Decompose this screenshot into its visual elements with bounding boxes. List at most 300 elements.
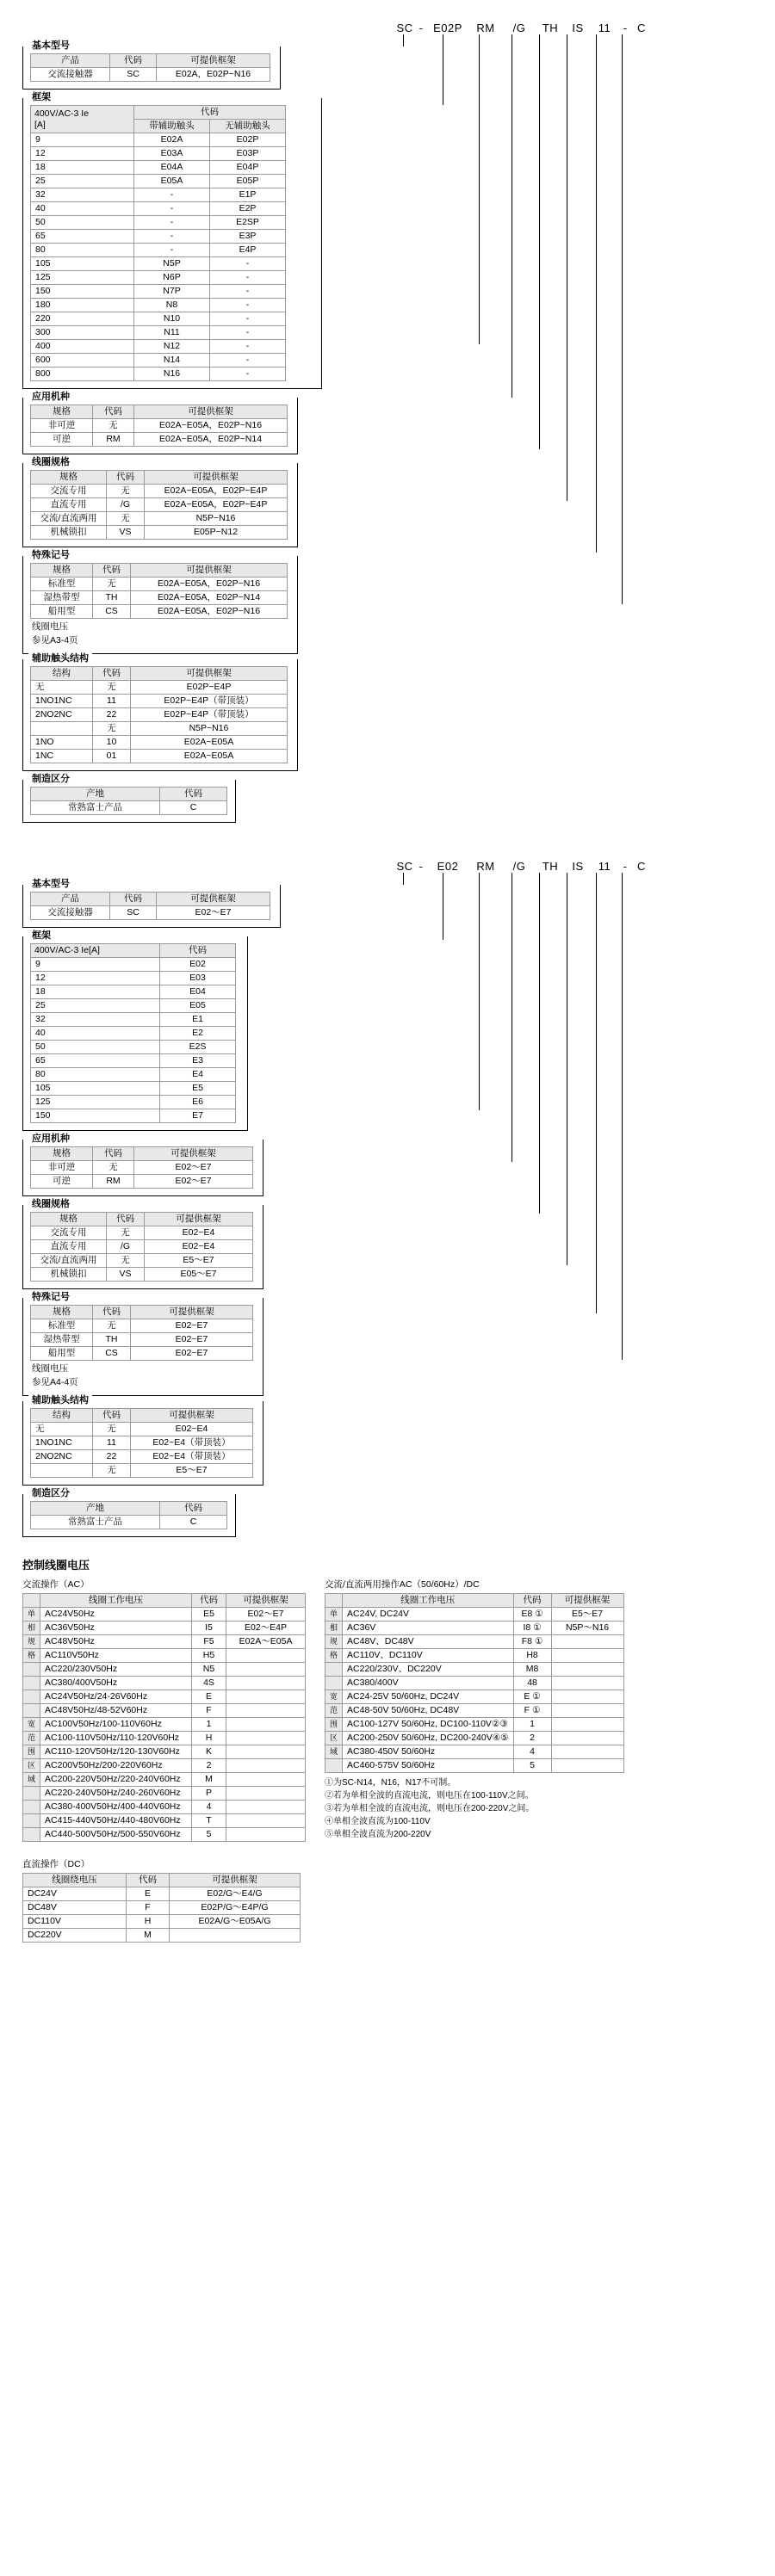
cell-spec: 标准型	[31, 578, 93, 591]
table-row	[31, 175, 286, 188]
cell-code-noaux: -	[210, 354, 286, 368]
aux-table	[30, 666, 288, 763]
app-rows	[31, 419, 288, 447]
acdc-caption: 交流/直流两用操作AC（50/60Hz）/DC	[325, 1579, 480, 1590]
col-code: 代码	[160, 1502, 227, 1516]
table-row	[31, 681, 288, 695]
table-row	[31, 750, 288, 763]
row-side-label: 围	[326, 1718, 343, 1732]
row-side-label	[23, 1690, 40, 1704]
cell-code: E5	[192, 1608, 226, 1622]
table-row	[31, 1333, 253, 1347]
cell-current: 12	[31, 972, 160, 985]
table-row	[31, 216, 286, 230]
cell-code: M	[127, 1929, 170, 1943]
acdc-column	[325, 1578, 624, 1943]
table-row	[31, 1013, 236, 1027]
code-seg-app: RM	[476, 22, 495, 34]
table-row	[31, 512, 288, 526]
code-seg-aux: 11	[598, 22, 611, 34]
row-side-label: 域	[326, 1745, 343, 1759]
col-frames: 可提供框架	[157, 54, 270, 68]
cell-code: 2	[192, 1759, 226, 1773]
cell-coil-voltage: AC380/400V	[343, 1677, 514, 1690]
cell-code: 无	[93, 1319, 131, 1333]
table-row	[31, 188, 286, 202]
code-seg-frame: E02P	[433, 22, 462, 34]
code-seg-coil: /G	[512, 860, 526, 873]
cell-code: 无	[93, 1161, 134, 1175]
cell-code-aux: N10	[134, 312, 210, 326]
cell-code-aux: -	[134, 216, 210, 230]
col-code: 代码	[110, 54, 157, 68]
col-frames: 可提供框架	[134, 405, 288, 419]
cell-frames	[226, 1745, 306, 1759]
cell-code-aux: N5P	[134, 257, 210, 271]
code-seg-dash: -	[418, 22, 424, 34]
cell-code: E	[127, 1887, 170, 1901]
col-code: 代码	[110, 893, 157, 906]
cell-spec: 湿热带型	[31, 1333, 93, 1347]
cell-current: 80	[31, 1068, 160, 1082]
cell-code: T	[192, 1814, 226, 1828]
cell-frames	[226, 1677, 306, 1690]
table-row	[31, 1161, 253, 1175]
col-current: 400V/AC-3 Ie[A]	[31, 944, 160, 958]
cell-frames	[226, 1690, 306, 1704]
table-row	[23, 1663, 306, 1677]
col-spec: 规格	[31, 1306, 93, 1319]
cell-code: E7	[160, 1109, 236, 1123]
cell-code: I5	[192, 1622, 226, 1635]
cell-code: SC	[110, 906, 157, 920]
cell-code: /G	[107, 498, 145, 512]
cell-code: 无	[107, 1254, 145, 1268]
code-seg-special: TH	[542, 22, 559, 34]
cell-current: 180	[31, 299, 134, 312]
cell-spec: 可逆	[31, 1175, 93, 1189]
table-row	[31, 801, 227, 815]
cell-code-noaux: E04P	[210, 161, 286, 175]
cell-current: 18	[31, 161, 134, 175]
basic-model-table	[30, 53, 270, 82]
cell-current: 800	[31, 368, 134, 381]
table-row	[326, 1718, 624, 1732]
cell-frames: E02～E7	[157, 906, 270, 920]
cell-coil-voltage: AC24V, DC24V	[343, 1608, 514, 1622]
cell-frames: N5P~N16	[145, 512, 288, 526]
row-side-label: 相	[23, 1622, 40, 1635]
cell-coil-voltage: AC36V	[343, 1622, 514, 1635]
row-side-label: 规	[23, 1635, 40, 1649]
cell-spec: 船用型	[31, 605, 93, 619]
row-side-label: 范	[326, 1704, 343, 1718]
cell-frames	[551, 1635, 623, 1649]
table-row	[31, 1423, 253, 1436]
cell-code: CS	[93, 1347, 131, 1361]
col-frames: 可提供框架	[145, 1213, 253, 1226]
cell-code: E04	[160, 985, 236, 999]
voltage-footnotes	[325, 1776, 624, 1841]
table-row	[31, 230, 286, 244]
cell-coil-voltage: AC48V、DC48V	[343, 1635, 514, 1649]
table-row	[326, 1622, 624, 1635]
ac-column	[22, 1578, 306, 1943]
cell-code: P	[192, 1787, 226, 1801]
cell-current: 50	[31, 1041, 160, 1054]
cell-code-aux: N8	[134, 299, 210, 312]
cell-coil-voltage: AC100-110V50Hz/110-120V60Hz	[40, 1732, 192, 1745]
frame-table	[30, 105, 286, 381]
col-code: 代码	[513, 1594, 551, 1608]
cell-structure	[31, 1464, 93, 1478]
cell-code-noaux: E4P	[210, 244, 286, 257]
cell-code: VS	[107, 526, 145, 540]
cell-code: RM	[93, 433, 134, 447]
cell-structure: 1NC	[31, 750, 93, 763]
cell-spec: 机械锁扣	[31, 526, 107, 540]
cell-coil-voltage: AC460-575V 50/60Hz	[343, 1759, 514, 1773]
row-side-label: 格	[326, 1649, 343, 1663]
code-seg-dash: -	[418, 860, 424, 873]
table-row	[31, 985, 236, 999]
cell-coil-voltage: AC48-50V 50/60Hz, DC48V	[343, 1704, 514, 1718]
section-title: 线圈规格	[28, 457, 73, 467]
cell-coil-voltage: DC220V	[23, 1929, 127, 1943]
cell-frames: E5～E7	[131, 1464, 253, 1478]
section-title: 框架	[28, 930, 54, 941]
cell-frames: E02~E7	[131, 1319, 253, 1333]
table-row	[326, 1745, 624, 1759]
cell-current: 80	[31, 244, 134, 257]
row-side-label: 范	[23, 1732, 40, 1745]
col-coil-voltage: 线圈工作电压	[343, 1594, 514, 1608]
cell-frames: E05P~N12	[145, 526, 288, 540]
cell-current: 40	[31, 1027, 160, 1041]
cell-coil-voltage: AC100-127V 50/60Hz, DC100-110V②③	[343, 1718, 514, 1732]
cell-code-aux: -	[134, 188, 210, 202]
col-with-aux: 带辅助触头	[134, 120, 210, 133]
ac-caption: 交流操作（AC）	[22, 1579, 90, 1590]
cell-current: 25	[31, 175, 134, 188]
row-side-label: 宽	[326, 1690, 343, 1704]
table-row	[326, 1649, 624, 1663]
cell-code-noaux: E05P	[210, 175, 286, 188]
section-frame-1	[22, 92, 322, 389]
table-row	[31, 354, 286, 368]
cell-coil-voltage: AC220-240V50Hz/240-260V60Hz	[40, 1787, 192, 1801]
cell-frames	[226, 1759, 306, 1773]
table-row	[31, 1082, 236, 1096]
table-row	[31, 999, 236, 1013]
table-row	[31, 1268, 253, 1282]
cell-code: 4	[192, 1801, 226, 1814]
cell-frames: E02～E7	[134, 1161, 253, 1175]
frame2-rows	[31, 958, 236, 1123]
cell-code: E	[192, 1690, 226, 1704]
col-coil-voltage: 线圈绕电压	[23, 1874, 127, 1887]
cell-frames	[551, 1704, 623, 1718]
region2-rows	[31, 1516, 227, 1529]
cell-coil-voltage: AC110-120V50Hz/120-130V60Hz	[40, 1745, 192, 1759]
col-code-group: 代码	[134, 106, 286, 120]
col-frames: 可提供框架	[226, 1594, 306, 1608]
cell-frames	[551, 1718, 623, 1732]
cell-code-noaux: E1P	[210, 188, 286, 202]
row-side-label: 区	[326, 1732, 343, 1745]
cell-frames: E02P/G～E4P/G	[170, 1901, 301, 1915]
coil-voltage-note-title: 线圈电压	[32, 621, 68, 632]
row-side-label: 宽	[23, 1718, 40, 1732]
col-frames: 可提供框架	[145, 471, 288, 485]
table-row	[31, 147, 286, 161]
application-table-2	[30, 1146, 253, 1189]
cell-code-noaux: -	[210, 257, 286, 271]
cell-code-aux: N6P	[134, 271, 210, 285]
cell-spec: 船用型	[31, 1347, 93, 1361]
cell-code: SC	[110, 68, 157, 82]
row-side-label	[326, 1759, 343, 1773]
cell-code: C	[160, 1516, 227, 1529]
table-row	[326, 1690, 624, 1704]
table-row	[31, 1319, 253, 1333]
cell-code: I8 ①	[513, 1622, 551, 1635]
control-coil-voltage-title: 控制线圈电压	[22, 1559, 90, 1572]
cell-code-aux: N11	[134, 326, 210, 340]
cell-code-aux: -	[134, 244, 210, 257]
cell-code-aux: N12	[134, 340, 210, 354]
code-seg-frame: E02	[437, 860, 459, 873]
aux-rows	[31, 681, 288, 763]
footnote: ④单相全波直流为100-110V	[325, 1817, 431, 1826]
table-row	[31, 736, 288, 750]
cell-frames	[226, 1718, 306, 1732]
cell-origin: 常熟富士产品	[31, 1516, 160, 1529]
table-row	[326, 1732, 624, 1745]
cell-code: 无	[107, 485, 145, 498]
table-row	[31, 1347, 253, 1361]
section-title: 框架	[28, 92, 54, 102]
row-side-label	[23, 1828, 40, 1842]
section-application-2	[22, 1134, 264, 1196]
section-frame-2	[22, 930, 248, 1131]
col-spec: 规格	[31, 405, 93, 419]
cell-spec: 可逆	[31, 433, 93, 447]
code-seg-region: C	[637, 22, 646, 34]
frame-table-2	[30, 943, 236, 1123]
section-special-1	[22, 550, 298, 654]
cell-code-noaux: -	[210, 271, 286, 285]
row-side-label: 域	[23, 1773, 40, 1787]
cell-code: E2	[160, 1027, 236, 1041]
cell-frames: E02P~E4P	[131, 681, 288, 695]
model-code-string-2	[0, 854, 775, 873]
cell-code: 01	[93, 750, 131, 763]
section-title: 基本型号	[28, 40, 73, 51]
col-code: 代码	[93, 1147, 134, 1161]
cell-code-noaux: E3P	[210, 230, 286, 244]
cell-frames	[226, 1814, 306, 1828]
cell-code: 10	[93, 736, 131, 750]
cell-spec: 交流专用	[31, 485, 107, 498]
code-seg-aux: 11	[598, 860, 611, 873]
col-no-aux: 无辅助触头	[210, 120, 286, 133]
cell-frames	[551, 1745, 623, 1759]
table-row	[23, 1649, 306, 1663]
col-coil-voltage: 线圈工作电压	[40, 1594, 192, 1608]
cell-code: H	[192, 1732, 226, 1745]
col-code: 代码	[93, 1306, 131, 1319]
table-row	[31, 326, 286, 340]
table-row	[31, 161, 286, 175]
cell-coil-voltage: AC36V50Hz	[40, 1622, 192, 1635]
cell-current: 9	[31, 958, 160, 972]
dc-caption: 直流操作（DC）	[22, 1859, 90, 1869]
cell-frames	[551, 1663, 623, 1677]
col-sideband	[23, 1594, 40, 1608]
table-row	[31, 498, 288, 512]
footnote: ③若为单相全波的直流电流，则电压在200-220V之间。	[325, 1804, 535, 1813]
cell-current: 105	[31, 257, 134, 271]
table-row	[326, 1663, 624, 1677]
cell-frames: E5～E7	[145, 1254, 253, 1268]
col-code: 代码	[127, 1874, 170, 1887]
col-frames: 可提供框架	[131, 1306, 253, 1319]
cell-current: 32	[31, 1013, 160, 1027]
cell-code: 11	[93, 695, 131, 708]
section-coil-1	[22, 457, 298, 547]
table-row	[23, 1677, 306, 1690]
cell-coil-voltage: AC415-440V50Hz/440-480V60Hz	[40, 1814, 192, 1828]
coil-table	[30, 470, 288, 540]
cell-code: TH	[93, 1333, 131, 1347]
cell-current: 40	[31, 202, 134, 216]
table-row	[23, 1718, 306, 1732]
row-side-label	[326, 1677, 343, 1690]
cell-code: E1	[160, 1013, 236, 1027]
cell-frames: E02~E7	[131, 1333, 253, 1347]
aux2-rows	[31, 1423, 253, 1478]
cell-code: E3	[160, 1054, 236, 1068]
cell-product: 交流接触器	[31, 906, 110, 920]
col-code: 代码	[107, 471, 145, 485]
cell-code: 无	[107, 1226, 145, 1240]
special-rows	[31, 578, 288, 619]
row-side-label: 相	[326, 1622, 343, 1635]
row-side-label: 格	[23, 1649, 40, 1663]
section-title: 应用机种	[28, 392, 73, 402]
section-coil-2	[22, 1199, 264, 1289]
table-row	[23, 1704, 306, 1718]
cell-code-noaux: -	[210, 368, 286, 381]
col-structure: 结构	[31, 1409, 93, 1423]
col-spec: 规格	[31, 564, 93, 578]
section-basic-model-2	[22, 879, 281, 928]
table-row	[31, 368, 286, 381]
cell-code: CS	[93, 605, 131, 619]
cell-frames: E02A/G～E05A/G	[170, 1915, 301, 1929]
cell-code-aux: N16	[134, 368, 210, 381]
table-row	[31, 695, 288, 708]
cell-code-aux: E04A	[134, 161, 210, 175]
footnote: ②若为单相全波的直流电流，则电压在100-110V之间。	[325, 1791, 534, 1801]
special-table-2	[30, 1305, 253, 1361]
cell-origin: 常熟富士产品	[31, 801, 160, 815]
cell-coil-voltage: DC24V	[23, 1887, 127, 1901]
table-row	[31, 285, 286, 299]
col-code: 代码	[93, 405, 134, 419]
table-row	[23, 1901, 301, 1915]
col-code: 代码	[93, 1409, 131, 1423]
cell-code: 无	[93, 1423, 131, 1436]
col-code: 代码	[160, 944, 236, 958]
section-special-2	[22, 1292, 264, 1396]
table-row	[23, 1801, 306, 1814]
cell-spec: 直流专用	[31, 1240, 107, 1254]
cell-frames	[551, 1649, 623, 1663]
row-side-label	[326, 1663, 343, 1677]
cell-code: 2	[513, 1732, 551, 1745]
acdc-rows	[326, 1608, 624, 1773]
table-row	[31, 433, 288, 447]
cell-code: F8 ①	[513, 1635, 551, 1649]
cell-coil-voltage: AC24-25V 50/60Hz, DC24V	[343, 1690, 514, 1704]
cell-code: 5	[513, 1759, 551, 1773]
cell-code-aux: E02A	[134, 133, 210, 147]
col-frames: 可提供框架	[131, 667, 288, 681]
table-row	[31, 68, 270, 82]
cell-code: H5	[192, 1649, 226, 1663]
cell-code: 5	[192, 1828, 226, 1842]
col-frames: 可提供框架	[134, 1147, 253, 1161]
region-table	[30, 787, 227, 815]
region-table-2	[30, 1501, 227, 1529]
cell-current: 125	[31, 1096, 160, 1109]
table-row	[31, 1096, 236, 1109]
cell-code: E8 ①	[513, 1608, 551, 1622]
coil-voltage-note-text: 参见A4-4页	[32, 1377, 78, 1387]
table-row	[31, 1450, 253, 1464]
table-row	[31, 1109, 236, 1123]
section-title: 特殊记号	[28, 1292, 73, 1302]
table-row	[326, 1704, 624, 1718]
cell-code-noaux: -	[210, 312, 286, 326]
cell-frames	[226, 1787, 306, 1801]
cell-frames	[551, 1759, 623, 1773]
cell-structure: 无	[31, 681, 93, 695]
table-row	[31, 202, 286, 216]
cell-code: E2S	[160, 1041, 236, 1054]
table-row	[31, 578, 288, 591]
basic-model-table-2	[30, 892, 270, 920]
cell-code: M8	[513, 1663, 551, 1677]
cell-code: 4	[513, 1745, 551, 1759]
cell-coil-voltage: AC200-250V 50/60Hz, DC200-240V④⑤	[343, 1732, 514, 1745]
row-side-label	[23, 1704, 40, 1718]
code-seg-is: IS	[572, 22, 584, 34]
cell-code-noaux: -	[210, 326, 286, 340]
cell-structure: 1NO	[31, 736, 93, 750]
cell-frames	[551, 1690, 623, 1704]
cell-code: E ①	[513, 1690, 551, 1704]
cell-code-noaux: E2P	[210, 202, 286, 216]
code-seg-coil: /G	[512, 22, 526, 34]
cell-frames: E02A~E05A，E02P~E4P	[145, 485, 288, 498]
cell-current: 65	[31, 1054, 160, 1068]
cell-code-noaux: -	[210, 340, 286, 354]
table-row	[31, 722, 288, 736]
table-row	[23, 1929, 301, 1943]
